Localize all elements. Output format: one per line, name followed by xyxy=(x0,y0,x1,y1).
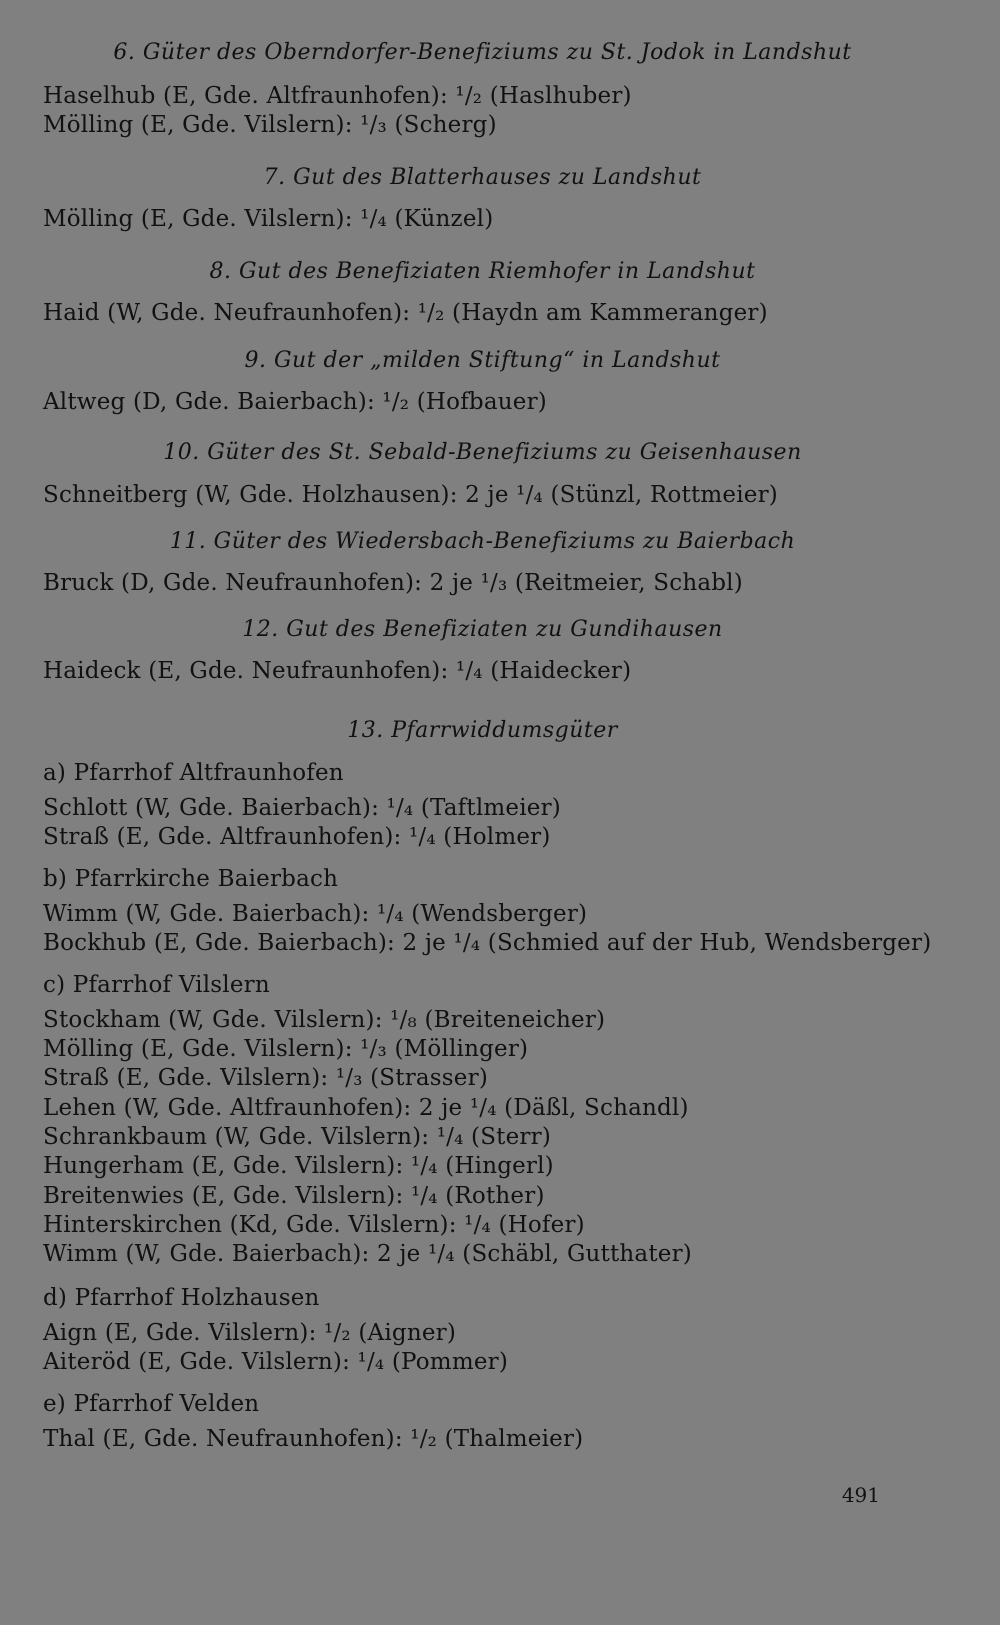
entry-line: Thal (E, Gde. Neufraunhofen): ¹/₂ (Thalmeier) xyxy=(43,1426,584,1452)
entry-line: Breitenwies (E, Gde. Vilslern): ¹/₄ (Rother) xyxy=(43,1183,545,1209)
section-heading: 13. Pfarrwiddumsgüter xyxy=(347,718,618,743)
entry-line: Schneitberg (W, Gde. Holzhausen): 2 je ¹/₄ (Stünzl, Rottmeier) xyxy=(43,482,778,508)
subsection-title: a) Pfarrhof Altfraunhofen xyxy=(43,760,344,786)
entry-line: Altweg (D, Gde. Baierbach): ¹/₂ (Hofbauer) xyxy=(43,389,547,415)
entry-line: Straß (E, Gde. Altfraunhofen): ¹/₄ (Holmer) xyxy=(43,824,551,850)
entry-line: Schlott (W, Gde. Baierbach): ¹/₄ (Taftlmeier) xyxy=(43,795,561,821)
entry-line: Mölling (E, Gde. Vilslern): ¹/₄ (Künzel) xyxy=(43,206,494,232)
entry-line: Aiteröd (E, Gde. Vilslern): ¹/₄ (Pommer) xyxy=(43,1349,509,1375)
entry-line: Straß (E, Gde. Vilslern): ¹/₃ (Strasser) xyxy=(43,1065,488,1091)
subsection-title: c) Pfarrhof Vilslern xyxy=(43,972,270,998)
section-heading: 10. Güter des St. Sebald-Benefiziums zu Geisenhausen xyxy=(163,440,802,465)
section-heading: 11. Güter des Wiedersbach-Benefiziums zu Baierbach xyxy=(169,529,796,554)
subsection-title: e) Pfarrhof Velden xyxy=(43,1391,260,1417)
section-heading: 9. Gut der „milden Stiftung“ in Landshut xyxy=(244,348,721,373)
entry-line: Schrankbaum (W, Gde. Vilslern): ¹/₄ (Sterr) xyxy=(43,1124,551,1150)
subsection-title: d) Pfarrhof Holzhausen xyxy=(43,1285,320,1311)
entry-line: Mölling (E, Gde. Vilslern): ¹/₃ (Scherg) xyxy=(43,112,497,138)
entry-line: Haid (W, Gde. Neufraunhofen): ¹/₂ (Haydn am Kammeranger) xyxy=(43,300,768,326)
page-number: 491 xyxy=(841,1483,880,1507)
section-heading: 7. Gut des Blatterhauses zu Landshut xyxy=(263,165,702,190)
entry-line: Bruck (D, Gde. Neufraunhofen): 2 je ¹/₃ (Reitmeier, Schabl) xyxy=(43,570,743,596)
entry-line: Aign (E, Gde. Vilslern): ¹/₂ (Aigner) xyxy=(43,1320,457,1346)
entry-line: Lehen (W, Gde. Altfraunhofen): 2 je ¹/₄ (Däßl, Schandl) xyxy=(43,1095,689,1121)
entry-line: Haselhub (E, Gde. Altfraunhofen): ¹/₂ (Haslhuber) xyxy=(43,83,632,109)
subsection-title: b) Pfarrkirche Baierbach xyxy=(43,866,339,892)
entry-line: Hungerham (E, Gde. Vilslern): ¹/₄ (Hingerl) xyxy=(43,1153,554,1179)
entry-line: Wimm (W, Gde. Baierbach): 2 je ¹/₄ (Schäbl, Gutthater) xyxy=(43,1241,692,1267)
section-heading: 12. Gut des Benefiziaten zu Gundihausen xyxy=(242,617,723,642)
entry-line: Hinterskirchen (Kd, Gde. Vilslern): ¹/₄ (Hofer) xyxy=(43,1212,585,1238)
entry-line: Mölling (E, Gde. Vilslern): ¹/₃ (Möllinger) xyxy=(43,1036,529,1062)
section-heading: 6. Güter des Oberndorfer-Benefiziums zu St. Jodok in Landshut xyxy=(113,40,852,65)
entry-line: Wimm (W, Gde. Baierbach): ¹/₄ (Wendsberger) xyxy=(43,901,588,927)
entry-line: Stockham (W, Gde. Vilslern): ¹/₈ (Breiteneicher) xyxy=(43,1007,606,1033)
entry-line: Bockhub (E, Gde. Baierbach): 2 je ¹/₄ (Schmied auf der Hub, Wendsberger) xyxy=(43,930,932,956)
entry-line: Haideck (E, Gde. Neufraunhofen): ¹/₄ (Haidecker) xyxy=(43,658,632,684)
section-heading: 8. Gut des Benefiziaten Riemhofer in Landshut xyxy=(209,259,756,284)
